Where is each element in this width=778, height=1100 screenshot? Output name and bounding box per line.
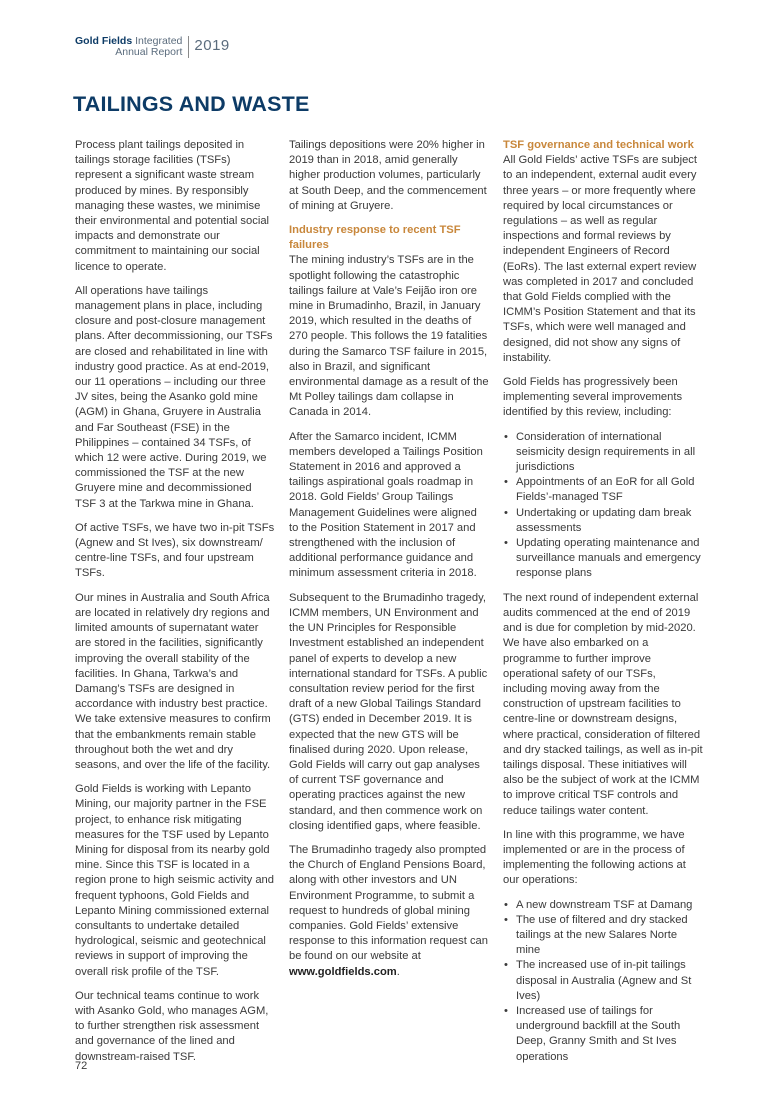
paragraph: Tailings depositions were 20% higher in 2019 than in 2018, amid generally higher production volumes, particularly at South Deep, and the commencement of mining at Gruyere. xyxy=(289,139,487,212)
paragraph: Gold Fields has progressively been implementing several improvements identified by this review, including: xyxy=(503,376,683,419)
list-item: • Updating operating maintenance and surveillance manuals and emergency response plans xyxy=(503,536,703,582)
paragraph: Our mines in Australia and South Africa are located in relatively dry regions and limited amounts of supernatant water are stored in the facilities, significantly improving the overall stability of the facilities. In Ghana, Tarkwa’s and Damang’s TSFs are designed in accordance with industry best practice. We take extensive measures to confirm that the embankments remain stable throughout both the wet and dry seasons, and over the life of the facility. xyxy=(75,591,271,771)
brand-report: Annual Report xyxy=(115,46,183,58)
list-item: • Undertaking or updating dam break assessments xyxy=(503,506,703,536)
list-item: • Increased use of tailings for underground backfill at the South Deep, Granny Smith and St Ives operations xyxy=(503,1004,703,1065)
list-item: • A new downstream TSF at Damang xyxy=(503,898,703,913)
paragraph: Gold Fields is working with Lepanto Mining, our majority partner in the FSE project, to enhance risk mitigating measures for the TSF used by Lepanto Mining for disposal from its nearby gold mine. Since this TSF is located in a region prone to high seismic activity and frequent typhoons, Gold Fields and Lepanto Mining commissioned external consultants to undertake detailed hydrological, seismic and geotechnical reviews in support of improving the overall risk profile of the TSF. xyxy=(75,783,274,978)
brand-block xyxy=(75,36,182,58)
section-heading-tsf-governance: TSF governance and technical work xyxy=(503,139,694,151)
paragraph: Subsequent to the Brumadinho tragedy, ICMM members, UN Environment and the UN Principles for Responsible Investment established an independent panel of experts to develop a new international standard for TSFs. A public consultation review period for the first draft of a new Global Tailings Standard (GTS) ended in December 2019. It is expected that the new GTS will be finalised during 2020. Upon release, Gold Fields will carry out gap analyses of current TSF governance and operating practices against the new standard, and then commence work on closing identified gaps, where feasible. xyxy=(289,591,488,832)
report-header xyxy=(75,36,230,60)
improvements-list xyxy=(503,430,703,582)
page-title: TAILINGS AND WASTE xyxy=(73,92,310,116)
list-item: • The use of filtered and dry stacked tailings at the new Salares Norte mine xyxy=(503,913,703,959)
brand-integrated: Integrated xyxy=(135,35,183,47)
paragraph xyxy=(289,843,489,980)
paragraph: All operations have tailings management plans in place, including closure and post-closure management plans. After decommissioning, our TSFs are closed and rehabilitated in line with industry good practice. As at end-2019, our 11 operations – including our three JV sites, being the Asanko gold mine (AGM) in Ghana, Gruyere in Australia and Far Southeast (FSE) in the Philippines – contained 34 TSFs, of which 12 were active. During 2019, we commissioned the TSF at the new Gruyere mine and decommissioned TSF 3 at the Tarkwa mine in Ghana. xyxy=(75,284,273,510)
list-item: • Appointments of an EoR for all Gold Fields’-managed TSF xyxy=(503,475,703,505)
column-1 xyxy=(75,138,275,1074)
page-number: 72 xyxy=(75,1060,88,1072)
list-item: • The increased use of in-pit tailings disposal in Australia (Agnew and St Ives) xyxy=(503,958,703,1004)
paragraph-end: . xyxy=(396,965,400,978)
website-link[interactable]: www.goldfields.com xyxy=(289,965,397,978)
section-heading-industry-response: Industry response to recent TSF failures xyxy=(289,224,461,252)
list-item: • Consideration of international seismicity design requirements in all jurisdictions xyxy=(503,430,703,476)
paragraph: In line with this programme, we have implemented or are in the process of implementing the following actions at our operations: xyxy=(503,828,686,887)
paragraph: After the Samarco incident, ICMM members developed a Tailings Position Statement in 2016 and approved a tailings aspirational goals roadmap in 2018. Gold Fields’ Group Tailings Management Guidelines were aligned to the Position Statement in 2017 and strengthened with the inclusion of additional performance guidance and minimum assessment criteria in 2018. xyxy=(289,430,483,580)
column-3 xyxy=(503,138,703,1074)
paragraph: All Gold Fields’ active TSFs are subject to an independent, external audit every three years – or more frequently where required by local circumstances or regulations – as well as regular inspections and formal reviews by independent Engineers of Record (EoRs). The last external expert review was completed in 2017 and concluded that Gold Fields complied with the ICMM’s Position Statement and that its TSFs, which were well managed and designed, did not show any signs of instability. xyxy=(503,154,697,364)
paragraph: The mining industry’s TSFs are in the spotlight following the catastrophic tailings failure at Vale’s Feijão iron ore mine in Brumadinho, Brazil, in January 2019, which resulted in the deaths of 270 people. This follows the 19 fatalities during the Samarco TSF failure in 2015, also in Brazil, and significant environmental damage as a result of the Mt Polley tailings dam collapse in Canada in 2014. xyxy=(289,254,489,419)
brand-name: Gold Fields xyxy=(75,35,133,47)
paragraph: The next round of independent external audits commenced at the end of 2019 and is due for completion by mid-2020. We have also embarked on a programme to further improve operational safety of our TSFs, including moving away from the construction of upstream facilities to centre-line or downstream designs, where practical, consideration of filtered and dry stacked tailings, as well as in-pit tailings disposal. These initiatives will also be the subject of work at the ICMM to improve critical TSF controls and reduce tailings water content. xyxy=(503,591,703,817)
paragraph: Our technical teams continue to work with Asanko Gold, who manages AGM, to further strengthen risk assessment and governance of the lined and downstream-raised TSF. xyxy=(75,989,269,1063)
column-2 xyxy=(289,138,489,989)
report-year: 2019 xyxy=(194,37,230,54)
paragraph: Process plant tailings deposited in tailings storage facilities (TSFs) represent a significant waste stream produced by mines. By responsibly managing these wastes, we minimise their environmental and potential social impacts and demonstrate our commitment to maintaining our social licence to operate. xyxy=(75,139,270,273)
header-divider xyxy=(188,36,189,58)
paragraph: Of active TSFs, we have two in-pit TSFs (Agnew and St Ives), six downstream/ centre-line TSFs, and four upstream TSFs. xyxy=(75,521,275,580)
paragraph-text: The Brumadinho tragedy also prompted the Church of England Pensions Board, along with other investors and UN Environment Programme, to submit a request to hundreds of global mining companies. Gold Fields’ extensive response to this information request can be found on our website at xyxy=(289,843,488,963)
actions-list xyxy=(503,898,703,1065)
